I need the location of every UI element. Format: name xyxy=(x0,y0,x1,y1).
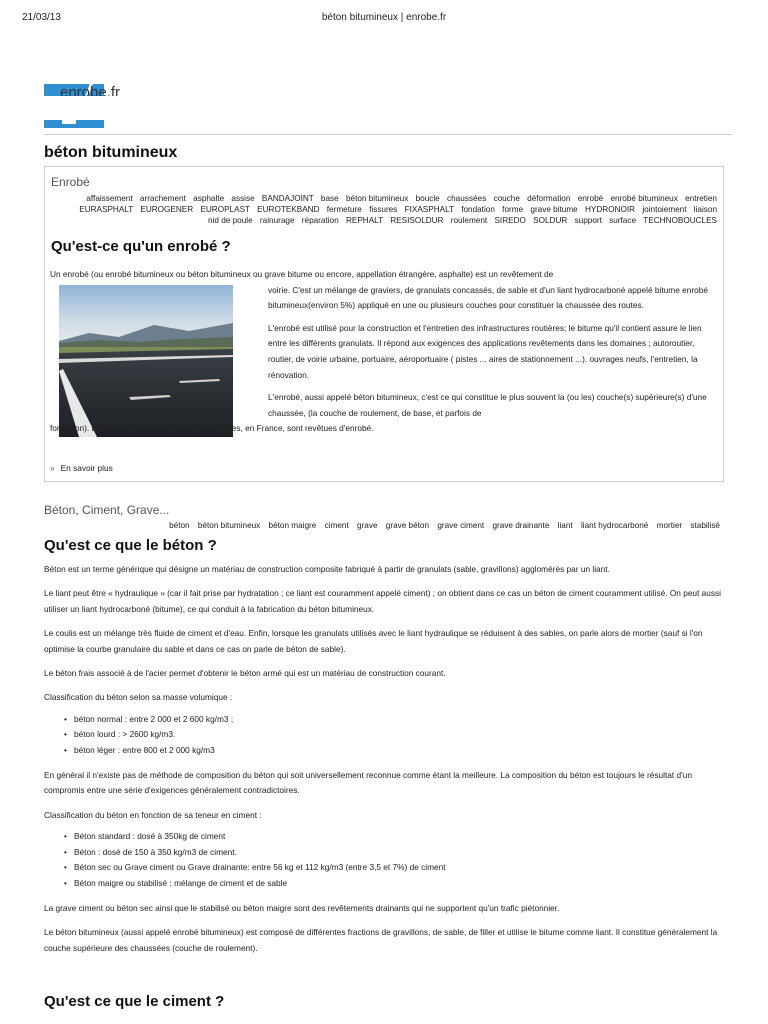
enrobe-tag-link[interactable]: fissures xyxy=(369,205,398,214)
enrobe-tag-link[interactable]: fermeture xyxy=(326,205,362,214)
enrobe-tag-link[interactable]: HYDRONOIR xyxy=(585,205,636,214)
list-item: • Béton maigre ou stabilisé : mélange de ciment et de sable xyxy=(74,876,724,891)
enrobe-tag-link[interactable]: liaison xyxy=(693,205,717,214)
enrobe-tag-link[interactable]: béton bitumineux xyxy=(345,194,409,203)
beton-paragraph-2: Le liant peut être « hydraulique » (car il fait prise par hydratation ; ce liant est couramment appelé ciment) ; on obtient dans ce cas un béton de ciment couramment utilisé. On peut aussi utiliser un liant hydrocarboné (bitume), ce qui conduit à la fabrication du béton bitumineux. xyxy=(44,588,722,614)
list-item: • Béton : dosé de 150 à 350 kg/m3 de ciment. xyxy=(74,845,724,860)
beton-tag-link[interactable]: grave béton xyxy=(385,521,430,530)
enrobe-paragraph-3a: L'enrobé, aussi appelé béton bitumineux, c'est ce qui constitue le plus souvent la (ou les) couche(s) supérieure(s) d'une chaussée, (la couche de roulement, de base, et parfois de xyxy=(268,392,707,418)
enrobe-tag-link[interactable]: déformation xyxy=(527,194,571,203)
list-item: • béton normal : entre 2 000 et 2 600 kg/m3 ; xyxy=(74,712,724,727)
enrobe-tag-link[interactable]: roulement xyxy=(450,216,488,225)
enrobe-tag-link[interactable]: entretien xyxy=(685,194,717,203)
enrobe-tag-link[interactable]: couche xyxy=(493,194,520,203)
list-item: • Béton sec ou Grave ciment ou Grave drainante: entre 56 kg et 112 kg/m3 (entre 3,5 et 7%) de ciment xyxy=(74,860,724,875)
beton-section-heading: Béton, Ciment, Grave... xyxy=(44,503,170,517)
enrobe-tag-link[interactable]: jointoiement xyxy=(642,205,687,214)
enrobe-tag-link[interactable]: SOLDUR xyxy=(533,216,568,225)
beton-paragraph-5: Classification du béton selon sa masse volumique : xyxy=(44,692,233,703)
list-item: • béton léger : entre 800 et 2 000 kg/m3 xyxy=(74,743,724,758)
enrobe-tag-link[interactable]: TECHNOBOUCLES xyxy=(643,216,717,225)
enrobe-paragraph-3b: fondation). La majeure partie des routes et des rues, en France, sont revêtues d'enrobé. xyxy=(50,423,374,434)
beton-content xyxy=(44,562,724,965)
enrobe-tag-link[interactable]: forme xyxy=(502,205,524,214)
read-more-arrow: » xyxy=(50,463,55,473)
enrobe-tag-link[interactable]: arrachement xyxy=(139,194,186,203)
cement-content-list xyxy=(74,829,724,891)
beton-tag-link[interactable]: liant xyxy=(557,521,573,530)
enrobe-tag-link[interactable]: EUROTEKBAND xyxy=(257,205,320,214)
beton-title: Qu'est ce que le béton ? xyxy=(44,537,217,554)
enrobe-tag-link[interactable]: EURASPHALT xyxy=(79,205,134,214)
beton-tag-link[interactable]: grave ciment xyxy=(437,521,485,530)
enrobe-tag-link[interactable]: grave bitume xyxy=(530,205,578,214)
enrobe-tag-link[interactable]: chaussées xyxy=(447,194,487,203)
beton-tag-link[interactable]: mortier xyxy=(656,521,683,530)
ciment-title: Qu'est ce que le ciment ? xyxy=(44,993,225,1010)
beton-tag-link[interactable]: stabilisé xyxy=(690,521,720,530)
enrobe-box xyxy=(44,166,724,482)
enrobe-tag-link[interactable]: SIREDO xyxy=(494,216,526,225)
beton-tag-link[interactable]: béton maigre xyxy=(268,521,317,530)
enrobe-tag-link[interactable]: nid de poule xyxy=(208,216,253,225)
enrobe-tag-link[interactable]: fondation xyxy=(461,205,495,214)
read-more-link[interactable] xyxy=(50,463,113,473)
enrobe-tag-link[interactable]: asphalte xyxy=(193,194,225,203)
logo-graphic-notch xyxy=(62,120,76,124)
beton-tag-link[interactable]: grave drainante xyxy=(492,521,550,530)
enrobe-box-heading: Enrobé xyxy=(51,175,90,189)
beton-tag-list xyxy=(44,521,720,530)
enrobe-tag-link[interactable]: FIXASPHALT xyxy=(404,205,454,214)
enrobe-text xyxy=(50,267,720,444)
beton-paragraph-1: Béton est un terme générique qui désigne un matériau de construction composite fabriqué à partir de granulats (sable, gravillons) agglomérés par un liant. xyxy=(44,564,610,574)
enrobe-tag-cloud xyxy=(63,193,717,226)
density-list xyxy=(74,712,724,758)
enrobe-tag-link[interactable]: EUROPLAST xyxy=(200,205,250,214)
print-header xyxy=(0,0,768,34)
enrobe-tag-link[interactable]: assise xyxy=(231,194,255,203)
beton-paragraph-9: Le béton bitumineux (aussi appelé enrobé bitumineux) est composé de différentes fractions de gravillons, de sable, de filler et utilise le bitume comme liant. Il constitue généralement la couche supérieure des chaussées (couche de roulement). xyxy=(44,927,718,953)
enrobe-title: Qu'est-ce qu'un enrobé ? xyxy=(51,238,231,255)
beton-paragraph-3: Le coulis est un mélange très fluide de ciment et d'eau. Enfin, lorsque les granulats utilisés avec le liant hydraulique se réduisent à des sables, on parle alors de mortier (sauf si l'on optimise la courbe granulaire du sable et dans ce cas on parle de béton de sable). xyxy=(44,628,703,654)
site-logo-text[interactable]: enrobe.fr xyxy=(60,84,121,96)
enrobe-tag-link[interactable]: EUROGENER xyxy=(140,205,194,214)
enrobe-paragraph-1b: voirie. C'est un mélange de graviers, de granulats concassés, de sable et d'un liant hydrocarboné appelé bitume enrobé bitumineux(environ 5%) appliqué en une ou plusieurs couches pour constituer la chaussée des routes. xyxy=(268,284,708,311)
read-more-label[interactable]: En savoir plus xyxy=(60,463,113,473)
enrobe-tag-link[interactable]: surface xyxy=(609,216,637,225)
enrobe-tag-link[interactable]: support xyxy=(574,216,602,225)
print-page-title: béton bitumineux | enrobe.fr xyxy=(321,12,447,23)
enrobe-paragraph-1a: Un enrobé (ou enrobé bitumineux ou béton bitumineux ou grave bitume ou encore, appellation étrangère, asphalte) est un revêtement de xyxy=(50,269,554,279)
print-date: 21/03/13 xyxy=(22,12,61,23)
enrobe-tag-link[interactable]: enrobé xyxy=(577,194,604,203)
enrobe-tag-link[interactable]: réparation xyxy=(301,216,339,225)
header-divider xyxy=(44,134,732,135)
enrobe-tag-link[interactable]: rainurage xyxy=(259,216,295,225)
list-item: • béton lourd : > 2600 kg/m3. xyxy=(74,727,724,742)
list-item: • Béton standard : dosé à 350kg de ciment xyxy=(74,829,724,844)
enrobe-tag-link[interactable]: REPHALT xyxy=(345,216,383,225)
beton-tag-link[interactable]: liant hydrocarboné xyxy=(580,521,649,530)
enrobe-tag-link[interactable]: BANDAJOINT xyxy=(261,194,314,203)
beton-tag-link[interactable]: ciment xyxy=(324,521,349,530)
enrobe-tag-link[interactable]: RESISOLDUR xyxy=(390,216,444,225)
beton-paragraph-8: La grave ciment ou béton sec ainsi que le stabilisé ou béton maigre sont des revêtements drainants qui ne supportent qu'un trafic piétonnier. xyxy=(44,902,560,913)
beton-tag-link[interactable]: béton xyxy=(169,521,190,530)
enrobe-paragraph-2: L'enrobé est utilisé pour la construction et l'entretien des infrastructures routières; le bitume qu'il contient assure le lien entre les différents granulats. Il répond aux exigences des applications revêtements dans les domaines ; autoroutier, routier, de voirie urbaine, portuaire, aéroportuaire ( pistes ... aires de stationnement ...). ouvrages neufs, l'entretien, la rénovation. xyxy=(268,322,702,380)
beton-tag-link[interactable]: béton bitumineux xyxy=(197,521,261,530)
beton-tag-link[interactable]: grave xyxy=(357,521,378,530)
enrobe-tag-link[interactable]: base xyxy=(320,194,339,203)
page-title: béton bitumineux xyxy=(44,144,178,161)
enrobe-tag-link[interactable]: boucle xyxy=(415,194,440,203)
enrobe-tag-link[interactable]: affaissement xyxy=(86,194,133,203)
beton-paragraph-6: En général il n'existe pas de méthode de composition du béton qui soit universellement reconnue comme étant la meilleure. La composition du béton est toujours le résultat d'un compromis entre une série d'exigences généralement contradictoires. xyxy=(44,770,692,796)
enrobe-tag-link[interactable]: enrobé bitumineux xyxy=(610,194,678,203)
beton-paragraph-4: Le béton frais associé à de l'acier permet d'obtenir le béton armé qui est un matériau de construction courant. xyxy=(44,668,446,679)
beton-paragraph-7: Classification du béton en fonction de sa teneur en ciment : xyxy=(44,809,262,820)
